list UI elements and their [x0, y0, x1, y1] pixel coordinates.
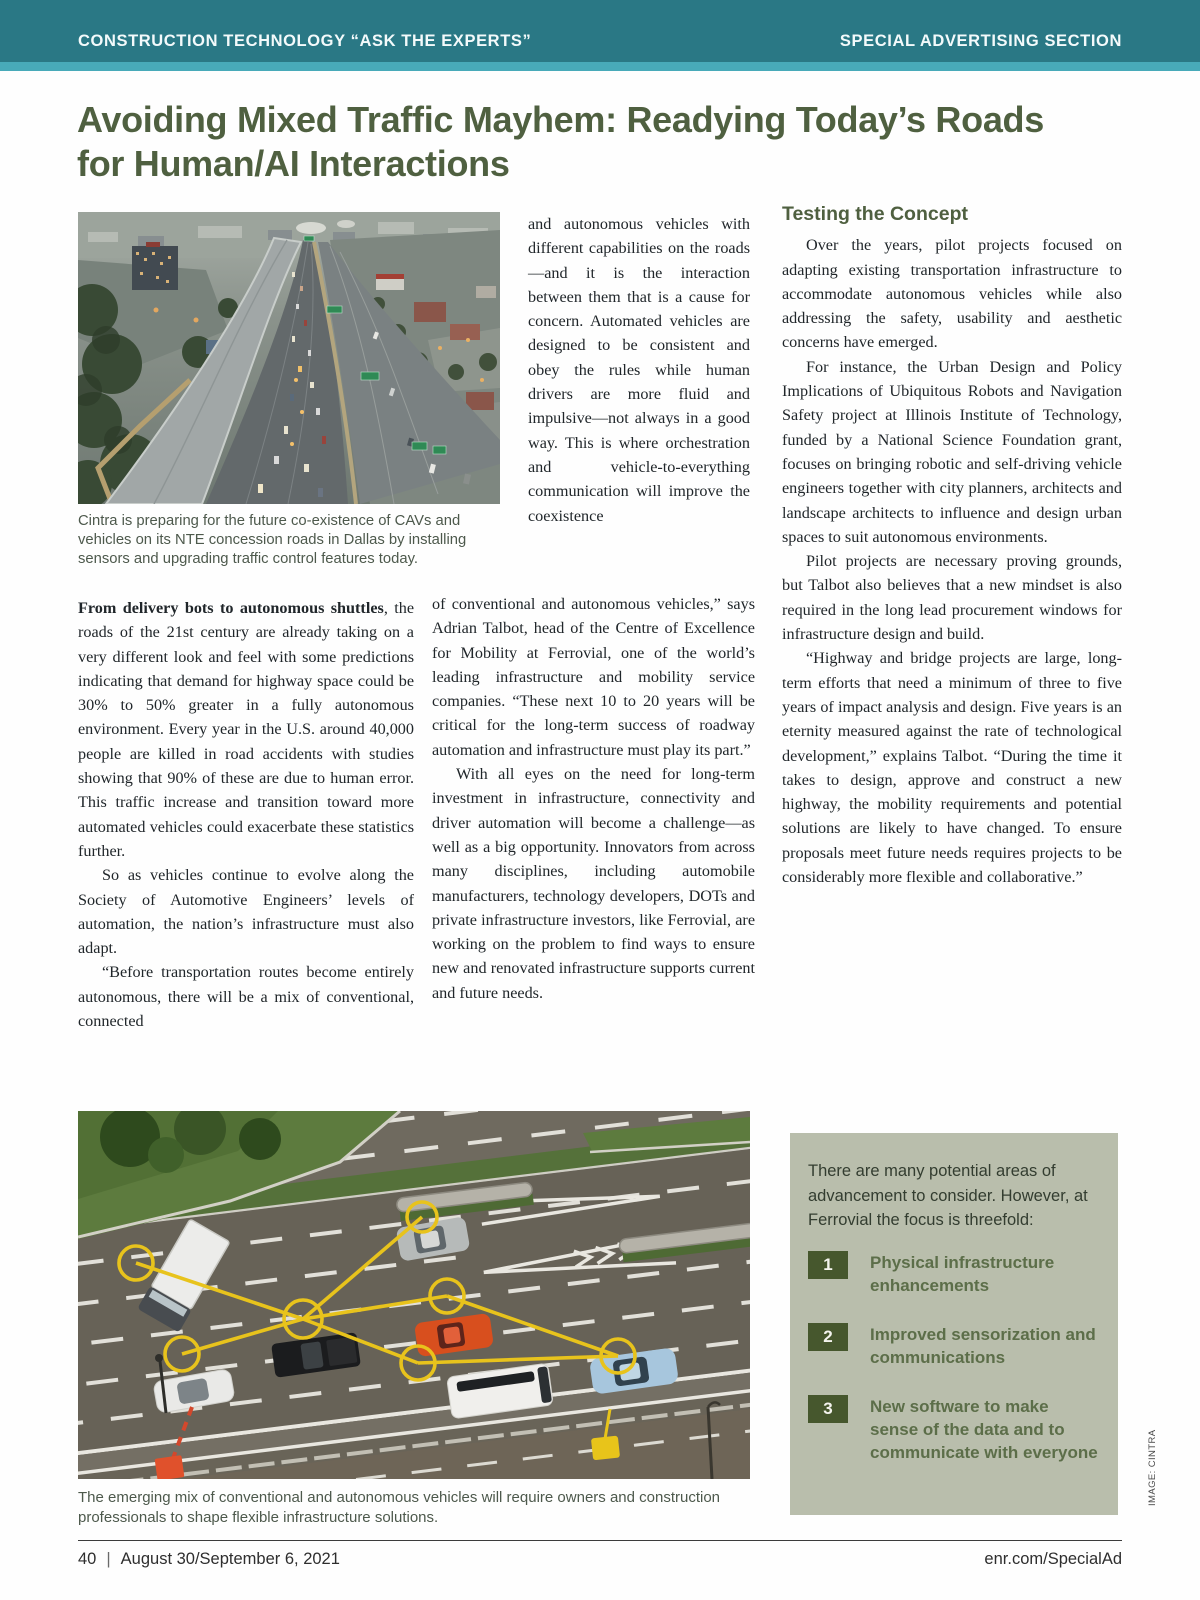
highway-aerial-photo-svg [78, 212, 500, 504]
paragraph: and autonomous vehicles with different capabilities on the roads—and it is the interaction between them that is a cause for concern. Automated vehicles are designed to be consistent and obey the rules while human drivers are more fluid and impulsive—not always in a good way. This is where orchestration and vehicle-to-everything communication will improve the coexistence [528, 215, 750, 525]
page-number: 40 [78, 1550, 97, 1568]
list-item-label: Improved sensorization and communications [870, 1324, 1096, 1367]
traffic-network-illustration [78, 1111, 750, 1479]
paragraph [78, 596, 414, 863]
header-content [78, 0, 1122, 62]
header-right-text: SPECIAL ADVERTISING SECTION [839, 32, 1122, 50]
paragraph: Pilot projects are necessary proving grounds, but Talbot also believes that a new mindset is also required in the long lead procurement windows for infrastructure design and build. [782, 552, 1122, 644]
paragraph: With all eyes on the need for long-term investment in infrastructure, connectivity and driver automation will become a challenge—as well as a big opportunity. Innovators from across many disciplines, including automobile manufacturers, technology developers, DOTs and private infrastructure investors, like Ferrovial, are working on the problem to find ways to ensure new and renovated infrastructure supports current and future needs. [432, 765, 755, 1002]
article-column-3 [782, 202, 1122, 889]
page-title [77, 98, 1117, 186]
bottom-image-caption: The emerging mix of conventional and autonomous vehicles will require owners and construction professionals to shape flexible infrastructure solutions. [78, 1489, 721, 1526]
section-heading: Testing the Concept [782, 203, 968, 225]
number-badge: 2 [808, 1323, 848, 1351]
header-left-text: CONSTRUCTION TECHNOLOGY “ASK THE EXPERTS” [78, 32, 532, 50]
paragraph: “Before transportation routes become entirely autonomous, there will be a mix of conventional, connected [78, 963, 414, 1031]
footer [78, 1550, 1122, 1569]
footer-left [78, 1550, 340, 1569]
paragraph: of conventional and autonomous vehicles,” says Adrian Talbot, head of the Centre of Excellence for Mobility at Ferrovial, one of the world’s leading infrastructure and mobility service companies. “These next 10 to 20 years will be critical for the long-term success of roadway automation and infrastructure must play its part.” [432, 595, 755, 759]
paragraph: So as vehicles continue to evolve along the Society of Automotive Engineers’ levels of automation, the nation’s infrastructure must also adapt. [78, 866, 414, 958]
orange-tag [155, 1455, 185, 1479]
article-column-2-top [528, 212, 750, 528]
list-item-label: New software to make sense of the data and to communicate with everyone [870, 1396, 1098, 1462]
article-column-2-bottom [432, 592, 755, 1005]
paragraph: “Highway and bridge projects are large, long-term efforts that need a minimum of three to five years of impact analysis and design. Five years is an eternity measured against the rate of technological development,” explains Talbot. “During the time it takes to design, approve and construct a new highway, the mobility requirements and potential solutions are likely to have changed. To ensure proposals meet future needs requires projects to be considerably more flexible and collaborative.” [782, 649, 1122, 887]
highway-aerial-photo [78, 212, 500, 504]
list-item [808, 1395, 1100, 1464]
header-accent-strip [0, 62, 1200, 71]
paragraph: Over the years, pilot projects focused on adapting existing transportation infrastructure to accommodate autonomous vehicles while also addressing the safety, usability and aesthetic concerns have emerged. [782, 236, 1122, 352]
sidebar-intro: There are many potential areas of advancement to consider. However, at Ferrovial the focus is threefold: [808, 1162, 1088, 1229]
focus-areas-sidebar [790, 1133, 1118, 1515]
issue-date: August 30/September 6, 2021 [120, 1550, 340, 1568]
list-item-label: Physical infrastructure enhancements [870, 1252, 1055, 1295]
article-column-1 [78, 596, 414, 1033]
paragraph: For instance, the Urban Design and Policy Implications of Ubiquitous Robots and Navigation Safety project at Illinois Institute of Technology, funded by a National Science Foundation grant, focuses on bringing robotic and self-driving vehicle engineers together with city planners, architects and landscape architects to influence and design urban spaces to suit autonomous environments. [782, 357, 1122, 546]
top-photo-caption: Cintra is preparing for the future co-existence of CAVs and vehicles on its NTE concession roads in Dallas by installing sensors and upgrading traffic control features today. [78, 513, 467, 567]
yellow-tag [591, 1436, 620, 1461]
list-item [808, 1323, 1100, 1369]
number-badge: 1 [808, 1251, 848, 1279]
image-credit: IMAGE: CINTRA [1147, 1429, 1158, 1506]
paragraph-text: , the roads of the 21st century are already taking on a very different look and feel with some predictions indicating that demand for highway space could be 30% to 50% greater in a fully autonomous environment. Every year in the U.S. around 40,000 people are killed in road accidents with studies showing that 90% of these are due to human error. This traffic increase and transition toward more automated vehicles could exacerbate these statistics further. [78, 599, 414, 860]
list-item [808, 1251, 1100, 1297]
footer-separator: | [106, 1550, 111, 1568]
lead-in-bold: From delivery bots to autonomous shuttles [78, 599, 384, 617]
footer-url: enr.com/SpecialAd [984, 1550, 1122, 1568]
page-title-line1: Avoiding Mixed Traffic Mayhem: Readying Today’s Roads [77, 99, 1044, 140]
number-badge: 3 [808, 1395, 848, 1423]
footer-divider [78, 1540, 1122, 1541]
traffic-network-svg [78, 1111, 750, 1479]
page-title-line2: for Human/AI Interactions [77, 143, 510, 184]
